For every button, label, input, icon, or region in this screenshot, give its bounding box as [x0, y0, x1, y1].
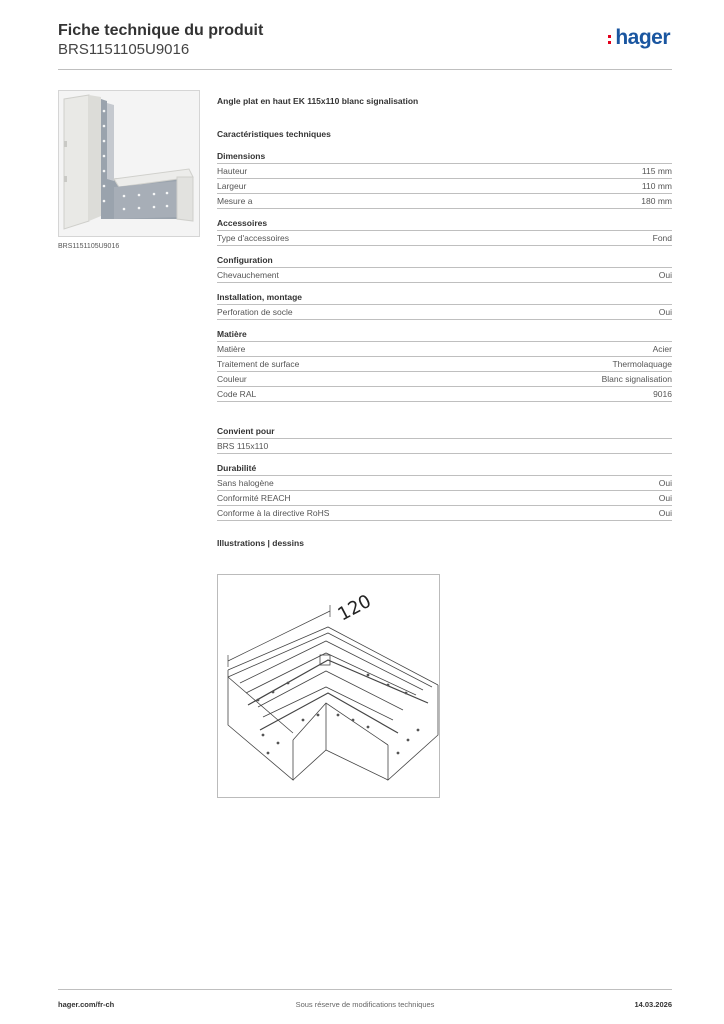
spec-row: Sans halogène Oui — [217, 476, 672, 491]
illustrations-title: Illustrations | dessins — [217, 538, 304, 548]
spec-group-configuration — [217, 255, 672, 283]
product-reference: BRS1151105U9016 — [58, 41, 190, 58]
spec-row: Hauteur 115 mm — [217, 164, 672, 179]
hager-logo — [615, 26, 670, 56]
spec-row: Largeur 110 mm — [217, 179, 672, 194]
logo-dots-icon — [608, 35, 612, 47]
page-footer — [58, 989, 672, 1020]
product-photo-icon — [59, 91, 199, 236]
footer-note: Sous réserve de modifications techniques — [295, 1000, 435, 1009]
product-name: Angle plat en haut EK 115x110 blanc signalisation — [217, 96, 419, 106]
group-title: Configuration — [217, 255, 672, 268]
footer-website-link[interactable]: hager.com/fr-ch — [58, 1000, 115, 1009]
spec-row: Matière Acier — [217, 342, 672, 357]
technical-drawing — [217, 574, 440, 798]
page-header — [58, 22, 672, 70]
spec-group-matiere — [217, 329, 672, 402]
product-thumbnail — [58, 90, 200, 237]
dimension-label: 120 — [334, 590, 375, 626]
specs-section-title: Caractéristiques techniques — [217, 129, 331, 139]
thumbnail-caption: BRS1151105U9016 — [58, 243, 120, 250]
group-title: Dimensions — [217, 151, 672, 164]
logo-text: hager — [615, 26, 670, 49]
spec-row: Code RAL 9016 — [217, 387, 672, 402]
spec-group-durabilite — [217, 463, 672, 521]
spec-row: Type d'accessoires Fond — [217, 231, 672, 246]
spec-row: Traitement de surface Thermolaquage — [217, 357, 672, 372]
spec-group-dimensions — [217, 151, 672, 209]
page-title: Fiche technique du produit — [58, 22, 264, 39]
spec-row: Conformité REACH Oui — [217, 491, 672, 506]
spec-row: Chevauchement Oui — [217, 268, 672, 283]
group-title: Matière — [217, 329, 672, 342]
group-title: Accessoires — [217, 218, 672, 231]
spec-group-convient — [217, 426, 672, 454]
spec-row: Perforation de socle Oui — [217, 305, 672, 320]
spec-content — [217, 96, 672, 551]
spec-group-accessoires — [217, 218, 672, 246]
group-title: Installation, montage — [217, 292, 672, 305]
footer-date: 14.03.2026 — [634, 1000, 672, 1009]
spec-row: Mesure a 180 mm — [217, 194, 672, 209]
group-title: Convient pour — [217, 426, 672, 439]
spec-row: BRS 115x110 — [217, 439, 672, 454]
angle-drawing-icon — [218, 575, 439, 797]
spec-row: Couleur Blanc signalisation — [217, 372, 672, 387]
spec-group-installation — [217, 292, 672, 320]
group-title: Durabilité — [217, 463, 672, 476]
spec-row: Conforme à la directive RoHS Oui — [217, 506, 672, 521]
